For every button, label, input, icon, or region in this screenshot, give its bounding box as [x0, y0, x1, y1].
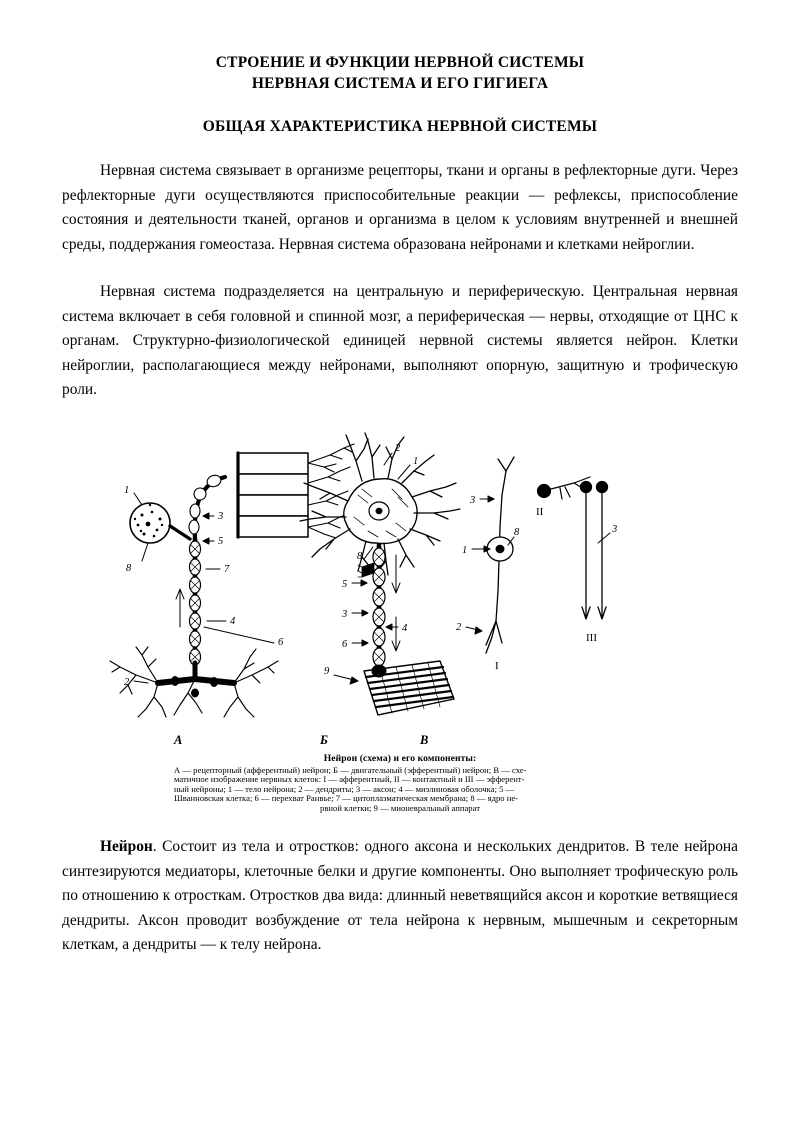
- callout-a-8: 8: [126, 562, 132, 574]
- callout-b-6: 6: [342, 638, 348, 650]
- callout-v-8: 8: [514, 526, 520, 538]
- panel-v-cell-III: [581, 481, 608, 619]
- figure-panel-labels: [62, 733, 738, 749]
- panel-label-v: В: [420, 732, 429, 747]
- callout-b-8: 8: [357, 550, 363, 562]
- figure-caption-title: Нейрон (схема) и его компоненты:: [323, 752, 477, 764]
- document-title-line-2: НЕРВНАЯ СИСТЕМА И ЕГО ГИГИЕГА: [251, 75, 549, 92]
- section-subtitle: ОБЩАЯ ХАРАКТЕРИСТИКА НЕРВНОЙ СИСТЕМЫ: [202, 118, 598, 135]
- callout-a-1: 1: [124, 484, 130, 496]
- callout-b-4: 4: [402, 622, 408, 634]
- panel-b-soma-nucleus: [369, 502, 389, 520]
- callout-a-3: 3: [218, 510, 224, 522]
- title-block: [62, 52, 738, 137]
- panel-a-dendrite-bar: [158, 679, 234, 683]
- callout-roman-numerals: [495, 506, 597, 672]
- callout-a-4: 4: [230, 615, 236, 627]
- caption-line-5: рвной клетки; 9 — мионевральный аппарат: [320, 802, 480, 813]
- panel-v-cell-I: [486, 457, 514, 653]
- callout-v-roman-1: I: [495, 659, 499, 672]
- callout-a-2: 2: [124, 676, 130, 688]
- caption-line-3: ный нейроны; 1 — тело нейрона; 2 — дендриты; 3 — аксон; 4 — миэлиновая оболочка; 5 —: [174, 783, 515, 794]
- caption-line-2: матичное изображение нервных клеток: I — афферентный, II — контактный и III — эфферент-: [174, 774, 525, 785]
- panel-label-b: Б: [320, 732, 328, 747]
- paragraph-3-body: . Состоит из тела и отростков: одного аксона и нескольких дендритов. В теле нейрона синтезируются медиаторы, клеточные белки и другие компоненты. Оно выполняет трофическую роль по отношению к отросткам. Отростков два вида: длинный неветвящийся аксон и короткие ветвящиеся дендриты. Аксон проводит возбуждение от тела нейрона к нервным, мышечным и секреторным клеткам, а дендриты — к телу нейрона.: [62, 838, 738, 954]
- panel-label-a: А: [174, 732, 183, 747]
- paragraph-3-lead-term: Нейрон: [100, 838, 153, 856]
- callout-b-9: 9: [324, 665, 330, 677]
- callout-b-5: 5: [342, 578, 348, 590]
- panel-b-direction-arrows: [392, 555, 400, 651]
- callout-v-roman-3: III: [586, 631, 597, 644]
- paragraph-1: Нервная система связывает в организме рецепторы, ткани и органы в рефлекторные дуги. Через рефлекторные дуги осуществляются приспособительные реакции — рефлексы, приспособление состояния и деятельности тканей, органов и организма в целом к условиям внутренней и внешней среды, поддержания гомеостаза. Нервная система образована нейронами и клетками нейроглии.: [62, 162, 738, 253]
- callout-v-2: 2: [456, 621, 462, 633]
- figure-caption-body: [174, 766, 626, 814]
- panel-a-direction-arrow: [176, 589, 184, 627]
- callout-v-1: 1: [462, 544, 468, 556]
- callout-b-1: 1: [413, 455, 419, 467]
- callout-v-3-right: 3: [612, 523, 618, 535]
- callout-a-7: 7: [224, 563, 230, 575]
- paragraph-3: [62, 835, 738, 958]
- callout-a-5: 5: [218, 535, 224, 547]
- caption-line-4: Шванновская клетка; 6 — перехват Ранвье; 7 — цитоплазматическая мембрана; 8 — ядро не-: [174, 793, 519, 804]
- panel-a-upper-beads: [189, 473, 222, 533]
- callout-b-2: 2: [395, 442, 401, 454]
- neuron-figure: [62, 431, 738, 814]
- document-title-line-1: СТРОЕНИЕ И ФУНКЦИИ НЕРВНОЙ СИСТЕМЫ: [215, 54, 585, 71]
- paragraph-2: Нервная система подразделяется на центральную и периферическую. Центральная нервная система включает в себя головной и спинной мозг, а периферическая — нервы, отходящие от ЦНС к органам. Структурно-физиологической единицей нервной системы является нейрон. Клетки нейроглии, располагающиеся между нейронами, выполняют опорную, защитную и трофическую роли.: [62, 283, 738, 398]
- neuron-diagram-svg: [62, 431, 738, 731]
- panel-b-schwann-cell: [358, 563, 374, 577]
- callout-v-roman-2: II: [536, 505, 544, 518]
- panel-a-receptor-blocks: [238, 453, 308, 537]
- panel-b-end-plate: [372, 665, 386, 677]
- neuron-diagram-canvas: [62, 431, 738, 731]
- callout-b-3: 3: [342, 608, 348, 620]
- caption-line-1: А — рецепторный (афферентный) нейрон; Б — двигательный (эфферентный) нейрон; В — схе-: [174, 764, 527, 775]
- panel-a-stalk: [170, 526, 190, 539]
- callout-v-3-top: 3: [470, 494, 476, 506]
- callout-a-6: 6: [278, 636, 284, 648]
